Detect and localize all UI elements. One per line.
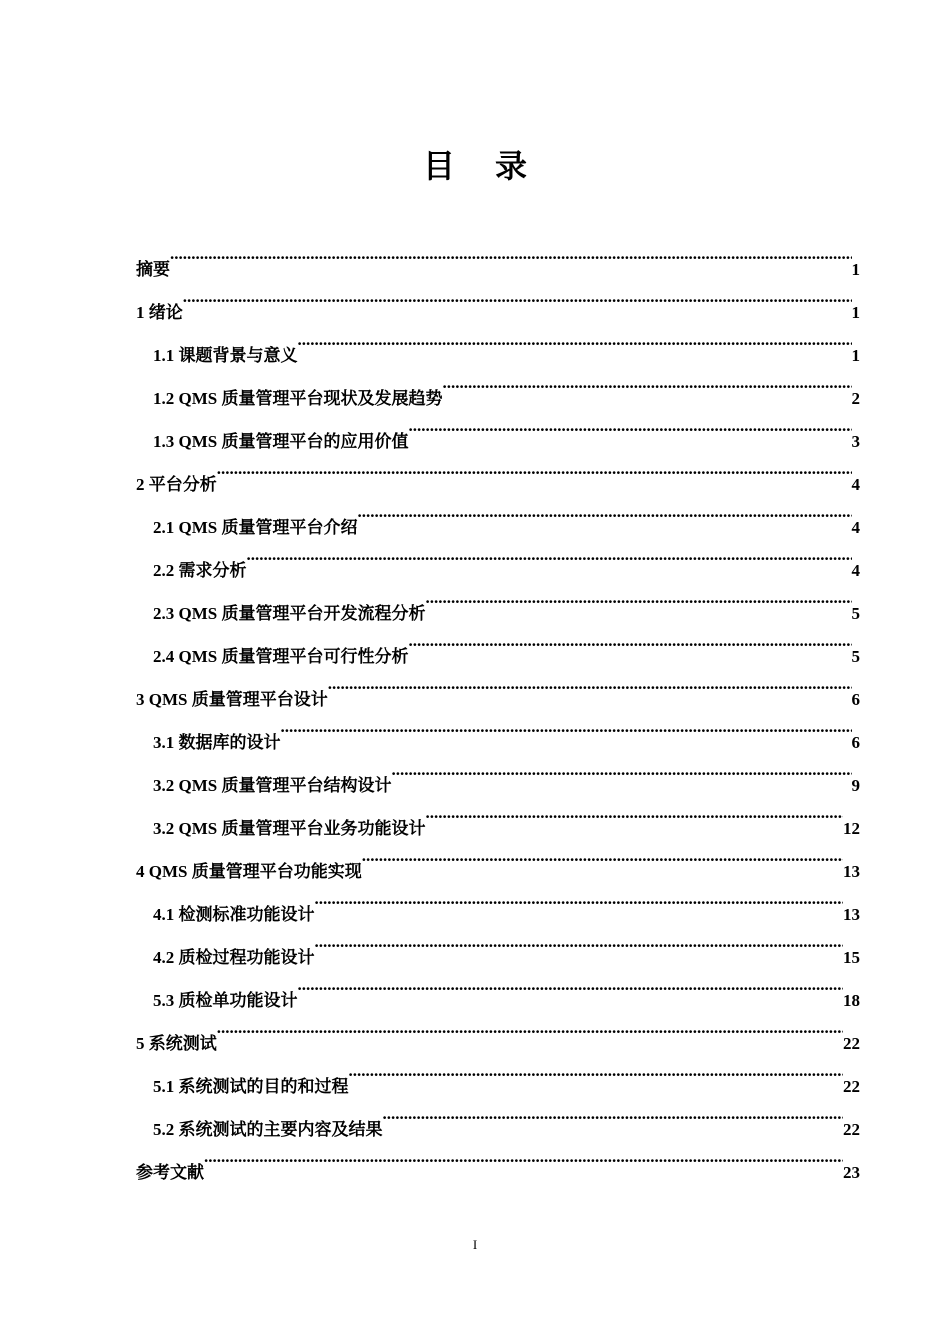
toc-entry-page: 4: [851, 561, 860, 580]
toc-entry-page: 15: [843, 948, 860, 967]
dot-leader: [204, 1135, 843, 1178]
toc-entry-page: 22: [843, 1034, 860, 1053]
toc-entry-page: 22: [843, 1120, 860, 1139]
toc-entry-page: 18: [843, 991, 860, 1010]
table-of-contents: [136, 232, 860, 1182]
toc-entry-label: 3.2 QMS 质量管理平台结构设计: [153, 776, 392, 795]
toc-entry-page: 9: [851, 776, 860, 795]
toc-entry[interactable]: [136, 490, 860, 537]
toc-entry-label: 4 QMS 质量管理平台功能实现: [136, 862, 362, 881]
toc-entry-label: 1 绪论: [136, 303, 183, 322]
toc-entry-label: 2 平台分析: [136, 475, 217, 494]
dot-leader: [247, 533, 852, 576]
toc-entry[interactable]: [136, 447, 860, 494]
toc-entry[interactable]: [136, 1049, 860, 1096]
toc-entry-page: 2: [851, 389, 860, 408]
toc-entry-page: 12: [843, 819, 860, 838]
dot-leader: [170, 232, 852, 275]
toc-entry-label: 4.1 检测标准功能设计: [153, 905, 315, 924]
toc-entry-page: 3: [851, 432, 860, 451]
dot-leader: [217, 1006, 843, 1049]
toc-entry-label: 5.3 质检单功能设计: [153, 991, 298, 1010]
toc-entry-label: 5 系统测试: [136, 1034, 217, 1053]
toc-entry-page: 1: [851, 346, 860, 365]
toc-entry-label: 2.4 QMS 质量管理平台可行性分析: [153, 647, 409, 666]
toc-entry-page: 22: [843, 1077, 860, 1096]
page-number-footer: I: [472, 1237, 478, 1252]
dot-leader: [183, 275, 852, 318]
toc-entry[interactable]: [136, 1135, 860, 1182]
toc-entry-label: 5.1 系统测试的目的和过程: [153, 1077, 349, 1096]
dot-leader: [349, 1049, 844, 1092]
dot-leader: [408, 404, 851, 447]
dot-leader: [298, 963, 844, 1006]
toc-entry-page: 6: [851, 733, 860, 752]
toc-entry[interactable]: [136, 275, 860, 322]
toc-entry-page: 5: [851, 647, 860, 666]
dot-leader: [281, 705, 852, 748]
dot-leader: [357, 490, 851, 533]
toc-entry-page: 13: [843, 905, 860, 924]
dot-leader: [408, 619, 851, 662]
toc-entry-page: 23: [843, 1163, 860, 1182]
dot-leader: [425, 576, 851, 619]
toc-entry-label: 5.2 系统测试的主要内容及结果: [153, 1120, 383, 1139]
toc-entry-page: 6: [851, 690, 860, 709]
toc-entry-label: 2.3 QMS 质量管理平台开发流程分析: [153, 604, 426, 623]
toc-entry[interactable]: [136, 318, 860, 365]
toc-entry-label: 3 QMS 质量管理平台设计: [136, 690, 328, 709]
toc-entry-label: 2.2 需求分析: [153, 561, 247, 580]
toc-entry-page: 5: [851, 604, 860, 623]
toc-entry-label: 摘要: [136, 260, 170, 279]
toc-entry-label: 参考文献: [136, 1163, 204, 1182]
dot-leader: [328, 662, 852, 705]
dot-leader: [383, 1092, 844, 1135]
toc-entry-label: 3.1 数据库的设计: [153, 733, 281, 752]
toc-entry-label: 3.2 QMS 质量管理平台业务功能设计: [153, 819, 426, 838]
toc-entry-page: 13: [843, 862, 860, 881]
page-title: 目录: [422, 147, 567, 185]
toc-entry[interactable]: [136, 232, 860, 279]
dot-leader: [442, 361, 851, 404]
toc-entry-label: 1.1 课题背景与意义: [153, 346, 298, 365]
toc-entry-label: 4.2 质检过程功能设计: [153, 948, 315, 967]
dot-leader: [425, 791, 843, 834]
toc-entry[interactable]: [136, 1006, 860, 1053]
dot-leader: [298, 318, 852, 361]
toc-entry-page: 4: [851, 518, 860, 537]
toc-entry-label: 1.2 QMS 质量管理平台现状及发展趋势: [153, 389, 443, 408]
dot-leader: [362, 834, 843, 877]
dot-leader: [315, 877, 844, 920]
dot-leader: [315, 920, 844, 963]
toc-entry-label: 2.1 QMS 质量管理平台介绍: [153, 518, 358, 537]
dot-leader: [217, 447, 852, 490]
toc-entry-label: 1.3 QMS 质量管理平台的应用价值: [153, 432, 409, 451]
toc-entry-page: 1: [851, 303, 860, 322]
dot-leader: [391, 748, 851, 791]
toc-entry-page: 4: [851, 475, 860, 494]
toc-entry-page: 1: [851, 260, 860, 279]
